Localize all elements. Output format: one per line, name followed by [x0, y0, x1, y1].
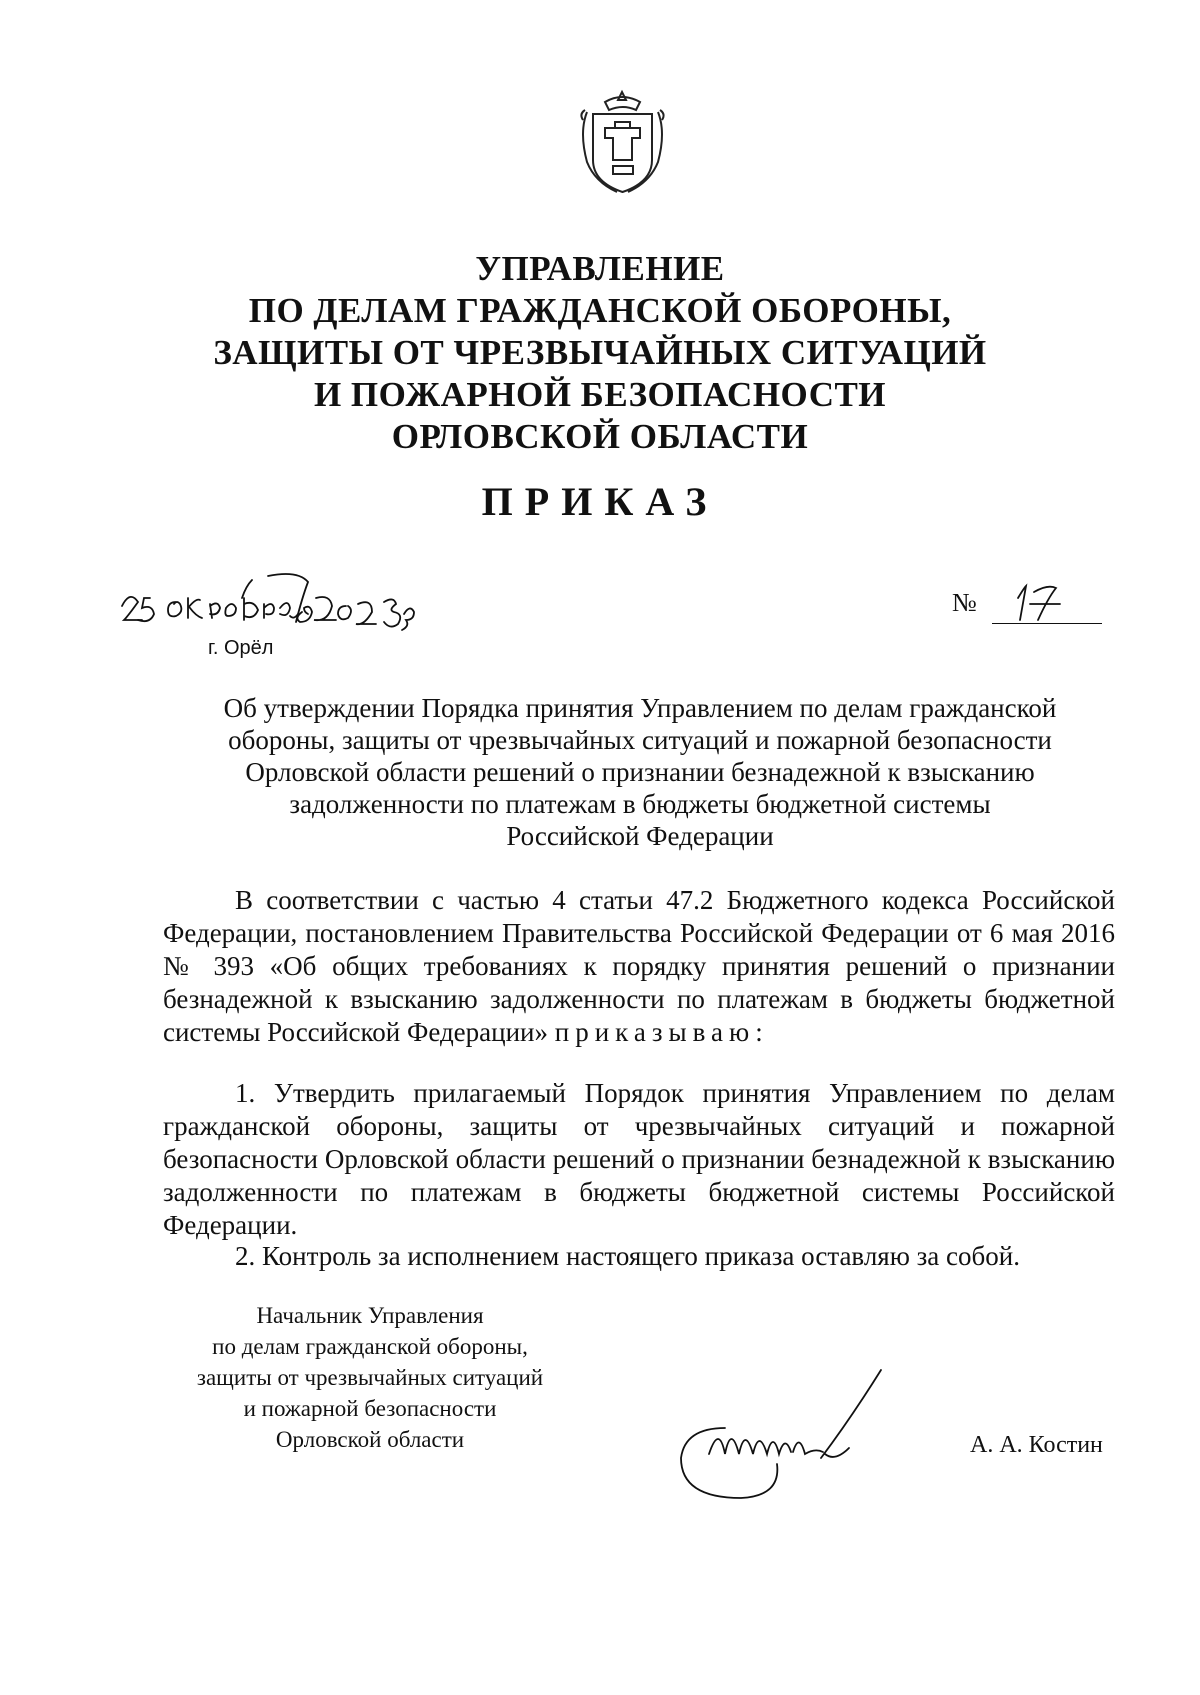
coat-of-arms-icon	[575, 88, 670, 198]
preamble-text: В соответствии с частью 4 статьи 47.2 Бюджетного кодекса Российской Федерации, постановлением Правительства Российской Федерации от 6 мая 2016 № 393 «Об общих требованиях к порядку принятия решений о признании безнадежной к взысканию задолженности по платежам в бюджеты бюджетной системы Российской Федерации»	[163, 885, 1115, 1047]
preamble-paragraph	[163, 884, 1115, 1049]
subject-line: Орловской области решений о признании безнадежной к взысканию	[245, 757, 1035, 787]
subject-line: Об утверждении Порядка принятия Управлением по делам гражданской	[223, 693, 1057, 723]
signer-name: А. А. Костин	[970, 1432, 1103, 1458]
clause-1: 1. Утвердить прилагаемый Порядок принятия Управлением по делам гражданской обороны, защиты от чрезвычайных ситуаций и пожарной безопасности Орловской области решений о признании безнадежной к взысканию задолженности по платежам в бюджеты бюджетной системы Российской Федерации.	[163, 1078, 1115, 1240]
subject-line: Российской Федерации	[506, 821, 774, 851]
agency-header	[0, 248, 1200, 458]
signer-title-line: и пожарной безопасности	[243, 1396, 497, 1421]
handwritten-date	[118, 568, 538, 638]
subject-line: обороны, защиты от чрезвычайных ситуаций и пожарной безопасности	[228, 725, 1052, 755]
subject-line: задолженности по платежам в бюджеты бюджетной системы	[289, 789, 991, 819]
header-line: УПРАВЛЕНИЕ	[475, 249, 725, 288]
number-label: №	[952, 588, 977, 617]
signer-title-line: Начальник Управления	[256, 1303, 484, 1328]
header-line: ПО ДЕЛАМ ГРАЖДАНСКОЙ ОБОРОНЫ,	[248, 291, 952, 330]
header-line: И ПОЖАРНОЙ БЕЗОПАСНОСТИ	[313, 375, 887, 414]
signature	[665, 1368, 905, 1508]
clause-2: 2. Контроль за исполнением настоящего приказа оставляю за собой.	[235, 1241, 1020, 1271]
signer-title-line: по делам гражданской обороны,	[212, 1334, 528, 1359]
city-label: г. Орёл	[208, 637, 274, 659]
signer-title	[160, 1300, 580, 1455]
signer-title-line: защиты от чрезвычайных ситуаций	[196, 1365, 544, 1390]
order-title: ПРИКАЗ	[481, 479, 719, 524]
order-word: приказываю:	[554, 1017, 769, 1047]
header-line: ЗАЩИТЫ ОТ ЧРЕЗВЫЧАЙНЫХ СИТУАЦИЙ	[213, 333, 987, 372]
handwritten-number	[1010, 582, 1070, 624]
order-subject	[160, 692, 1120, 852]
order-number	[952, 582, 1102, 630]
number-underline	[992, 623, 1102, 624]
signer-title-line: Орловской области	[275, 1427, 465, 1452]
header-line: ОРЛОВСКОЙ ОБЛАСТИ	[391, 417, 809, 456]
